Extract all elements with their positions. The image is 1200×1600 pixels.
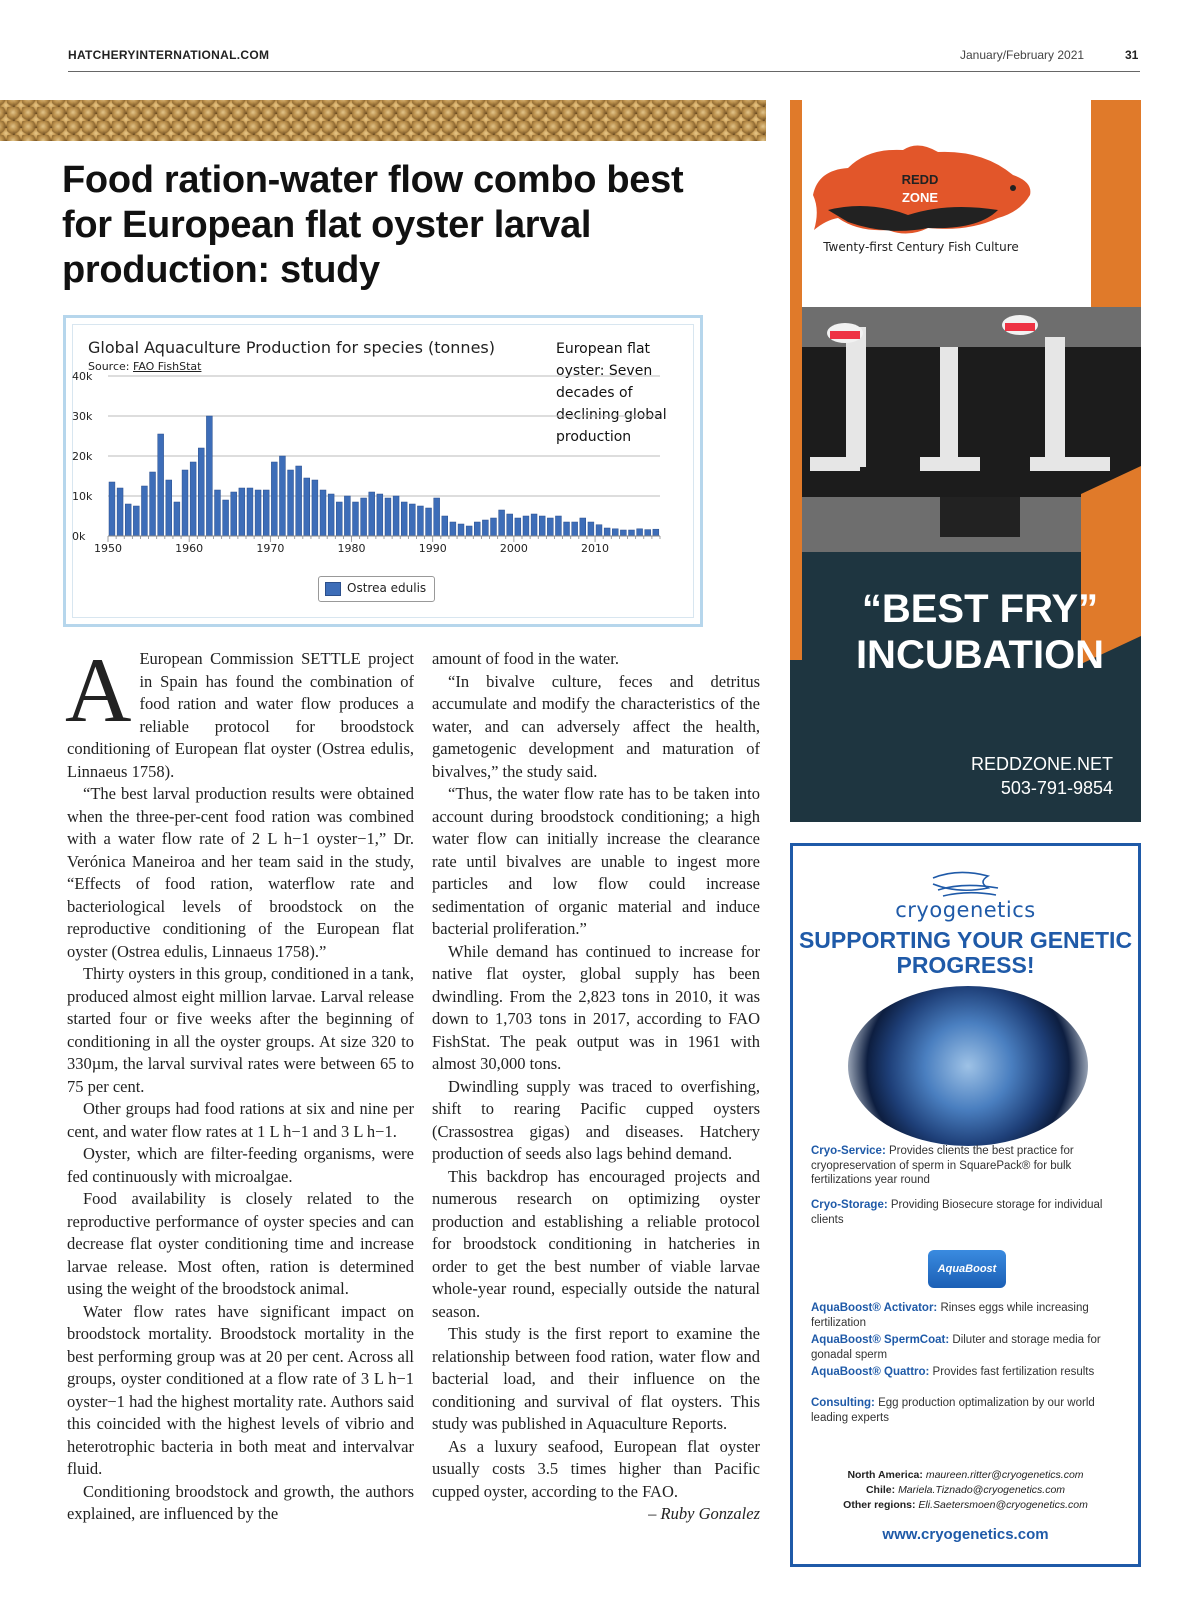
cryo-contacts [793, 1468, 1138, 1513]
y-tick-label: 0k [72, 530, 86, 543]
bar[interactable] [620, 530, 626, 536]
bar[interactable] [596, 525, 602, 536]
cryo-storage-text [811, 1198, 1126, 1227]
bar[interactable] [328, 494, 334, 536]
bar[interactable] [629, 530, 635, 536]
bar[interactable] [141, 486, 147, 536]
activator-desc: Rinses eggs while increasing fertilization [811, 1302, 1089, 1329]
reddzone-website[interactable]: REDDZONE.NET [970, 754, 1113, 774]
bar[interactable] [580, 518, 586, 536]
bar[interactable] [653, 529, 659, 536]
bar[interactable] [377, 494, 383, 536]
bar[interactable] [190, 462, 196, 536]
bar[interactable] [507, 514, 513, 536]
reddzone-phone[interactable]: 503-791-9854 [1000, 778, 1113, 798]
paragraph: Thirty oysters in this group, conditioned in a tank, produced almost eight million larvae. Larval release started four or five weeks after the beginning of conditioning in all the oyster groups. At size 320 to 330µm, the larval survival rates were between 65 to 75 per cent. [67, 964, 414, 1096]
bar[interactable] [588, 522, 594, 536]
chart-source-link[interactable]: FAO FishStat [133, 360, 202, 373]
bar[interactable] [125, 504, 131, 536]
bar[interactable] [344, 496, 350, 536]
paragraph: Dwindling supply was traced to overfishing, shift to rearing Pacific cupped oysters (Crassostrea gigas) and diseases. Hatchery production of seeds also lags behind demand. [432, 1076, 760, 1163]
aquaboost-spermcoat-text [811, 1333, 1126, 1362]
bar[interactable] [215, 490, 221, 536]
contact-region: Chile: [865, 1484, 896, 1496]
bar[interactable] [539, 516, 545, 536]
bar[interactable] [612, 529, 618, 536]
legend-label: Ostrea edulis [347, 581, 427, 595]
aquaboost-badge: AquaBoost [928, 1250, 1006, 1288]
paragraph: “In bivalve culture, feces and detritus accumulate and modify the characteristics of the water, and can adversely affect the health, gametogenic development and maturation of bivalves,” the study said. [432, 671, 760, 781]
article-title: Food ration-water flow combo best for European flat oyster larval production: study [62, 159, 684, 291]
bar[interactable] [637, 529, 643, 536]
bar[interactable] [434, 498, 440, 536]
paragraph: Conditioning broodstock and growth, the authors explained, are influenced by the [67, 1481, 414, 1523]
bar[interactable] [247, 488, 253, 536]
consulting-text [811, 1396, 1126, 1425]
bar[interactable] [547, 518, 553, 536]
feed-pellets-texture [0, 100, 766, 141]
bar[interactable] [166, 480, 172, 536]
bar[interactable] [336, 502, 342, 536]
bar[interactable] [231, 492, 237, 536]
bar[interactable] [353, 502, 359, 536]
cryogenetics-headline: SUPPORTING YOUR GENETIC PROGRESS! [798, 927, 1133, 978]
article-column-1 [65, 639, 414, 1526]
bar[interactable] [417, 506, 423, 536]
bar[interactable] [198, 448, 204, 536]
bar[interactable] [255, 490, 261, 536]
cryo-storage-desc: Providing Biosecure storage for individual clients [811, 1199, 1103, 1226]
paragraph: As a luxury seafood, European flat oyster usually costs 3.5 times higher than Pacific cupped oyster, according to the FAO. [432, 1436, 760, 1501]
contact-chile[interactable] [793, 1483, 1138, 1498]
drop-cap: A [65, 639, 132, 741]
legend-swatch [325, 582, 341, 596]
header-rule [68, 71, 1140, 72]
bar[interactable] [393, 496, 399, 536]
quattro-desc: Provides fast fertilization results [929, 1366, 1095, 1378]
y-tick-label: 20k [72, 450, 93, 463]
bar[interactable] [182, 470, 188, 536]
x-tick-label: 1960 [175, 542, 204, 555]
bar[interactable] [361, 498, 367, 536]
chart-legend[interactable] [318, 576, 435, 602]
chart-caption: European flat oyster: Seven decades of declining global production [556, 341, 667, 445]
article-column-2 [432, 648, 760, 1526]
paragraph: amount of food in the water. [432, 649, 619, 668]
bar[interactable] [271, 462, 277, 536]
paragraph: “Thus, the water flow rate has to be taken into account during broodstock conditioning; a high water flow can initially increase the clearance rate until bivalves are unable to ingest more particles and low flow could increase sedimentation of organic material and induce bacterial proliferation.” [432, 784, 760, 938]
bar[interactable] [401, 502, 407, 536]
bar[interactable] [474, 522, 480, 536]
cryo-storage-label: Cryo-Storage: [811, 1199, 888, 1211]
paragraph: While demand has continued to increase for native flat oyster, global supply has been dwindling. From the 2,823 tons in 2010, it was down to 1,703 tons in 2017, according to FAO FishStat. The peak output was in 1961 with almost 30,000 tons. [432, 941, 760, 1073]
x-tick-label: 1990 [418, 542, 447, 555]
bar[interactable] [150, 472, 156, 536]
cryogenetics-logo: cryogenetics [895, 898, 1036, 922]
site-name: HATCHERYINTERNATIONAL.COM [68, 48, 270, 62]
spermcoat-label: AquaBoost® SpermCoat: [811, 1334, 950, 1346]
consulting-label: Consulting: [811, 1397, 875, 1409]
bar[interactable] [523, 516, 529, 536]
bar[interactable] [223, 500, 229, 536]
reddzone-headline: “BEST FRY” INCUBATION [855, 587, 1105, 677]
issue-date: January/February 2021 [960, 48, 1085, 62]
spermcoat-desc: Diluter and storage media for gonadal sperm [811, 1334, 1101, 1361]
contact-other[interactable] [793, 1498, 1138, 1513]
orange-left-stripe [790, 100, 802, 660]
bar[interactable] [239, 488, 245, 536]
brand-line-2: ZONE [901, 190, 939, 205]
reddzone-contact [971, 752, 1113, 800]
bar[interactable] [466, 526, 472, 536]
paragraph: A European Commission SETTLE project in Spain has found the combination of food ration and water flow produces a reliable protocol for broodstock conditioning of European flat oyster (Ostrea edulis, Linnaeus 1758). [65, 639, 414, 781]
reddzone-tagline: Twenty-first Century Fish Culture [823, 240, 1019, 254]
bar[interactable] [409, 504, 415, 536]
paragraph: This study is the first report to examine the relationship between food ration, water flow and bacterial load, and their influence on the conditioning and survival of flat oysters. This study was published in Aquaculture Reports. [432, 1324, 760, 1433]
chart-source-label: Source: [88, 360, 130, 373]
bar[interactable] [279, 456, 285, 536]
paragraph: Other groups had food rations at six and nine per cent, and water flow rates at 1 L h−1 and 3 L h−1. [67, 1099, 414, 1141]
bar[interactable] [263, 490, 269, 536]
paragraph: Oyster, which are filter-feeding organisms, were fed continuously with microalgae. [67, 1144, 414, 1186]
bar[interactable] [604, 528, 610, 536]
bar[interactable] [531, 514, 537, 536]
bar[interactable] [133, 506, 139, 536]
bar[interactable] [174, 502, 180, 536]
bar[interactable] [515, 518, 521, 536]
cryogenetics-website[interactable]: www.cryogenetics.com [882, 1526, 1049, 1543]
x-tick-label: 2010 [581, 542, 610, 555]
contact-region: North America: [847, 1469, 923, 1481]
y-tick-label: 40k [72, 370, 93, 383]
contact-region: Other regions: [843, 1499, 916, 1511]
bar[interactable] [450, 522, 456, 536]
cryo-service-label: Cryo-Service: [811, 1145, 886, 1157]
bar[interactable] [499, 510, 505, 536]
bar[interactable] [572, 522, 578, 536]
bar[interactable] [385, 498, 391, 536]
chart-title: Global Aquaculture Production for species (tonnes) [88, 338, 495, 357]
bar[interactable] [304, 478, 310, 536]
bar[interactable] [645, 530, 651, 536]
fish-logo-icon [928, 868, 1008, 900]
x-tick-label: 2000 [499, 542, 528, 555]
bar[interactable] [312, 480, 318, 536]
cryo-service-text [811, 1144, 1126, 1188]
paragraph: Food availability is closely related to the reproductive performance of oyster species and can decrease flat oyster conditioning time and increase larvae release. Most often, ration is determined using the weight of the broodstock animal. [67, 1189, 414, 1298]
paragraph: This backdrop has encouraged projects and numerous research on optimizing oyster production and establishing a reliable protocol for broodstock conditioning in hatcheries in order to get the best number of viable larvae whole-year round, especially outside the natural season. [432, 1166, 760, 1321]
byline: – Ruby Gonzalez [648, 1504, 760, 1523]
cryo-service-desc: Provides clients the best practice for cryopreservation of sperm in SquarePack® for bulk fertilizations year round [811, 1145, 1074, 1186]
x-tick-label: 1950 [94, 542, 122, 555]
activator-label: AquaBoost® Activator: [811, 1302, 938, 1314]
x-tick-label: 1970 [256, 542, 285, 555]
y-tick-label: 30k [72, 410, 93, 423]
bar[interactable] [117, 488, 123, 536]
salmon-logo-icon [808, 140, 1038, 240]
page-number: 31 [1125, 48, 1139, 62]
bar[interactable] [482, 520, 488, 536]
y-tick-label: 10k [72, 490, 93, 503]
consulting-desc: Egg production optimalization by our world leading experts [811, 1397, 1095, 1424]
paragraph: Water flow rates have significant impact on broodstock mortality. Broodstock mortality in the best performing group was at 20 per cent. Across all groups, oyster conditioned at a flow rate of 3 L h−1 oyster−1 had the highest mortality rate. Authors said this coincided with the highest levels of vibrio and heterotrophic bacteria in both meat and intervalvar fluid. [67, 1301, 414, 1478]
aquaboost-quattro-text [811, 1365, 1126, 1380]
bar[interactable] [296, 466, 302, 536]
aquaboost-activator-text [811, 1301, 1126, 1330]
bar[interactable] [555, 516, 561, 536]
bar[interactable] [320, 490, 326, 536]
quattro-label: AquaBoost® Quattro: [811, 1366, 930, 1378]
paragraph: “The best larval production results were obtained when the three-per-cent food ration was combined with a water flow rate of 2 L h−1 oyster−1,” Dr. Verónica Maneiroa and her team said in the study, “Effects of food ration, waterflow rate and bacteriological levels of broodstock on the reproductive conditioning of the European flat oyster (Ostrea edulis, Linnaeus 1758).” [67, 784, 414, 961]
contact-email: Eli.Saetersmoen@cryogenetics.com [918, 1499, 1088, 1511]
contact-north-america[interactable] [793, 1468, 1138, 1483]
brand-line-1: REDD [901, 172, 939, 187]
production-chart [63, 315, 703, 627]
contact-email: maureen.ritter@cryogenetics.com [925, 1469, 1084, 1481]
x-tick-label: 1980 [337, 542, 366, 555]
egg-cell-image [848, 986, 1088, 1146]
orange-accent-stripe [1091, 100, 1141, 307]
bar[interactable] [458, 524, 464, 536]
bar[interactable] [442, 516, 448, 536]
reddzone-ad[interactable] [790, 100, 1141, 822]
bar[interactable] [206, 416, 212, 536]
cryogenetics-ad[interactable] [790, 843, 1141, 1567]
bar[interactable] [491, 518, 497, 536]
bar[interactable] [109, 482, 115, 536]
bar[interactable] [158, 434, 164, 536]
bar[interactable] [369, 492, 375, 536]
contact-email: Mariela.Tiznado@cryogenetics.com [898, 1484, 1066, 1496]
bar[interactable] [564, 522, 570, 536]
bar[interactable] [426, 508, 432, 536]
bar[interactable] [288, 470, 294, 536]
